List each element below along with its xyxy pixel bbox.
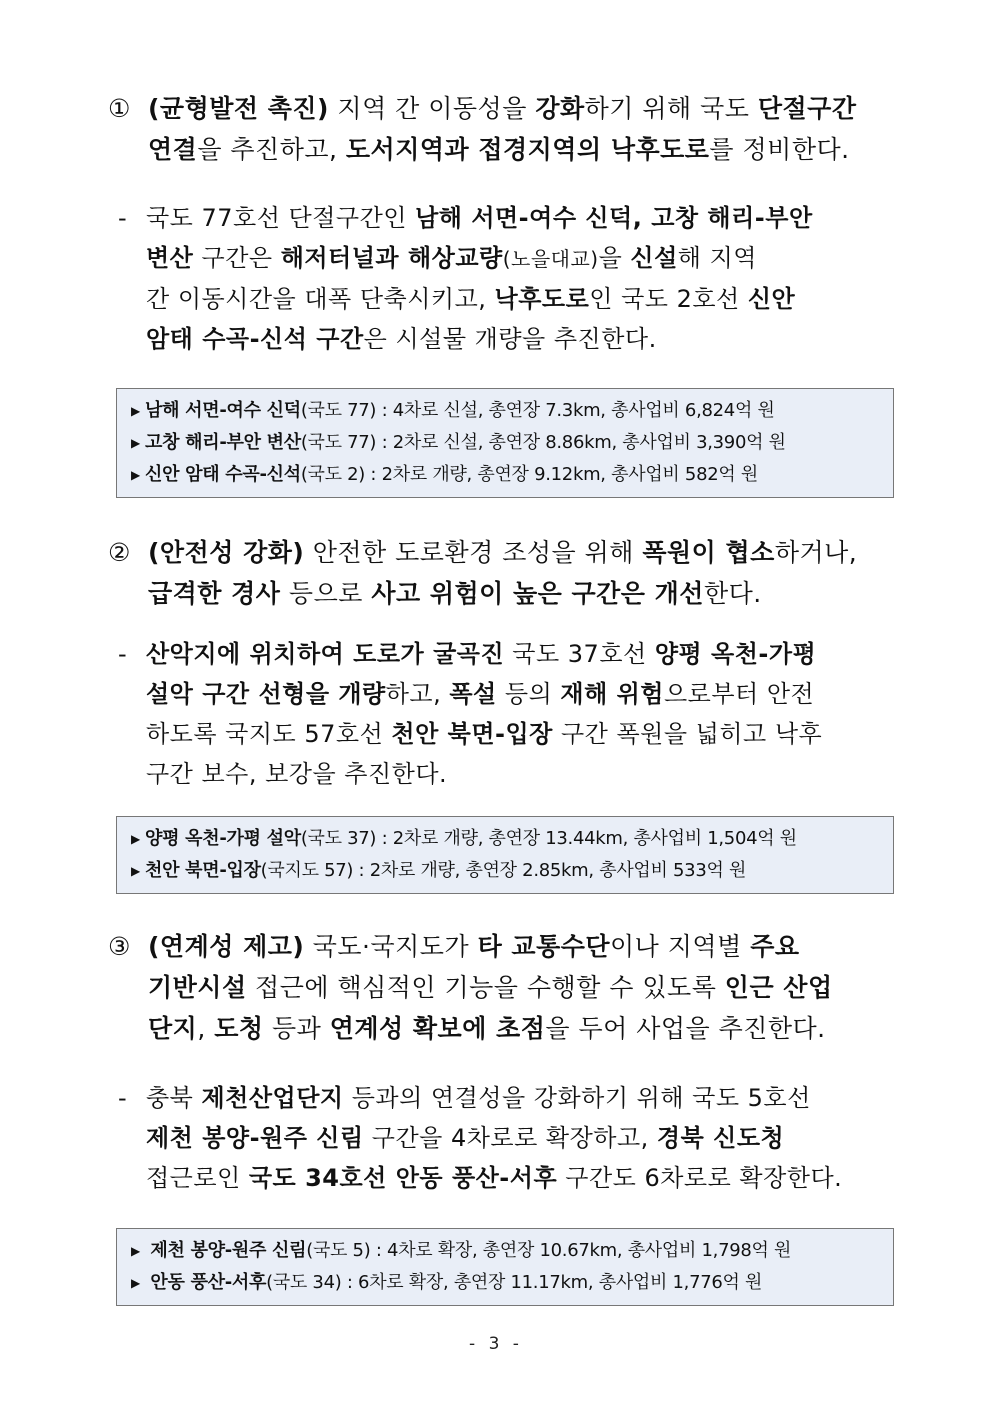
section-3-summary-box [116,1228,894,1306]
circled-number-3: ③ [108,932,131,961]
triangle-right-icon: ▶ [131,864,140,878]
section-3-detail: - 충북 제천산업단지 등과의 연결성을 강화하기 위해 국도 5호선 제천 봉양-원주 신림 구간을 4차로로 확장하고, 경북 신도청 접근로인 국도 34호선 안동 풍산-서후 구간도 6차로로 확장한다. [118,1084,843,1192]
triangle-right-icon: ▶ [131,1244,140,1258]
section-2-summary-box [116,816,894,894]
triangle-right-icon: ▶ [131,468,140,482]
section-1-detail: - 국도 77호선 단절구간인 남해 서면-여수 신덕, 고창 해리-부안 변산 구간은 해저터널과 해상교량(노을대교)을 신설해 지역 간 이동시간을 대폭 단축시키고, 낙후도로인 국도 2호선 신안 암태 수곡-신석 구간은 시설물 개량을 추진한다. [118,204,813,353]
triangle-right-icon: ▶ [131,832,140,846]
summary-row: ▶ 제천 봉양-원주 신림(국도 5) : 4차로 확장, 총연장 10.67km, 총사업비 1,798억 원 [131,1235,893,1267]
section-3-heading: ③ (연계성 제고) 국도·국지도가 타 교통수단이나 지역별 주요 기반시설 접근에 핵심적인 기능을 수행할 수 있도록 인근 산업 단지, 도청 등과 연계성 확보에 초점을 두어 사업을 추진한다. [108,926,898,1049]
section-2-detail: - 산악지에 위치하여 도로가 굴곡진 국도 37호선 양평 옥천-가평 설악 구간 선형을 개량하고, 폭설 등의 재해 위험으로부터 안전 하도록 국지도 57호선 천안 북면-입장 구간 폭원을 넓히고 낙후 구간 보수, 보강을 추진한다. [118,640,823,788]
summary-row: ▶ 양평 옥천-가평 설악(국도 37) : 2차로 개량, 총연장 13.44km, 총사업비 1,504억 원 [131,823,893,855]
section-1-heading: ① (균형발전 촉진) 지역 간 이동성을 강화하기 위해 국도 단절구간 연결을 추진하고, 도서지역과 접경지역의 낙후도로를 정비한다. [108,88,898,170]
page-number: - 3 - [469,1334,523,1354]
summary-row: ▶ 고창 해리-부안 변산(국도 77) : 2차로 신설, 총연장 8.86km, 총사업비 3,390억 원 [131,427,893,459]
summary-row: ▶ 천안 북면-입장(국지도 57) : 2차로 개량, 총연장 2.85km, 총사업비 533억 원 [131,855,893,887]
circled-number-2: ② [108,538,131,567]
triangle-right-icon: ▶ [131,436,140,450]
section-1-summary-box [116,388,894,498]
summary-row: ▶ 신안 암태 수곡-신석(국도 2) : 2차로 개량, 총연장 9.12km, 총사업비 582억 원 [131,459,893,491]
triangle-right-icon: ▶ [131,1276,140,1290]
section-2-heading: ② (안전성 강화) 안전한 도로환경 조성을 위해 폭원이 협소하거나, 급격한 경사 등으로 사고 위험이 높은 구간은 개선한다. [108,532,898,614]
circled-number-1: ① [108,94,131,123]
triangle-right-icon: ▶ [131,404,140,418]
summary-row: ▶ 안동 풍산-서후(국도 34) : 6차로 확장, 총연장 11.17km, 총사업비 1,776억 원 [131,1267,893,1299]
summary-row: ▶ 남해 서면-여수 신덕(국도 77) : 4차로 신설, 총연장 7.3km, 총사업비 6,824억 원 [131,395,893,427]
